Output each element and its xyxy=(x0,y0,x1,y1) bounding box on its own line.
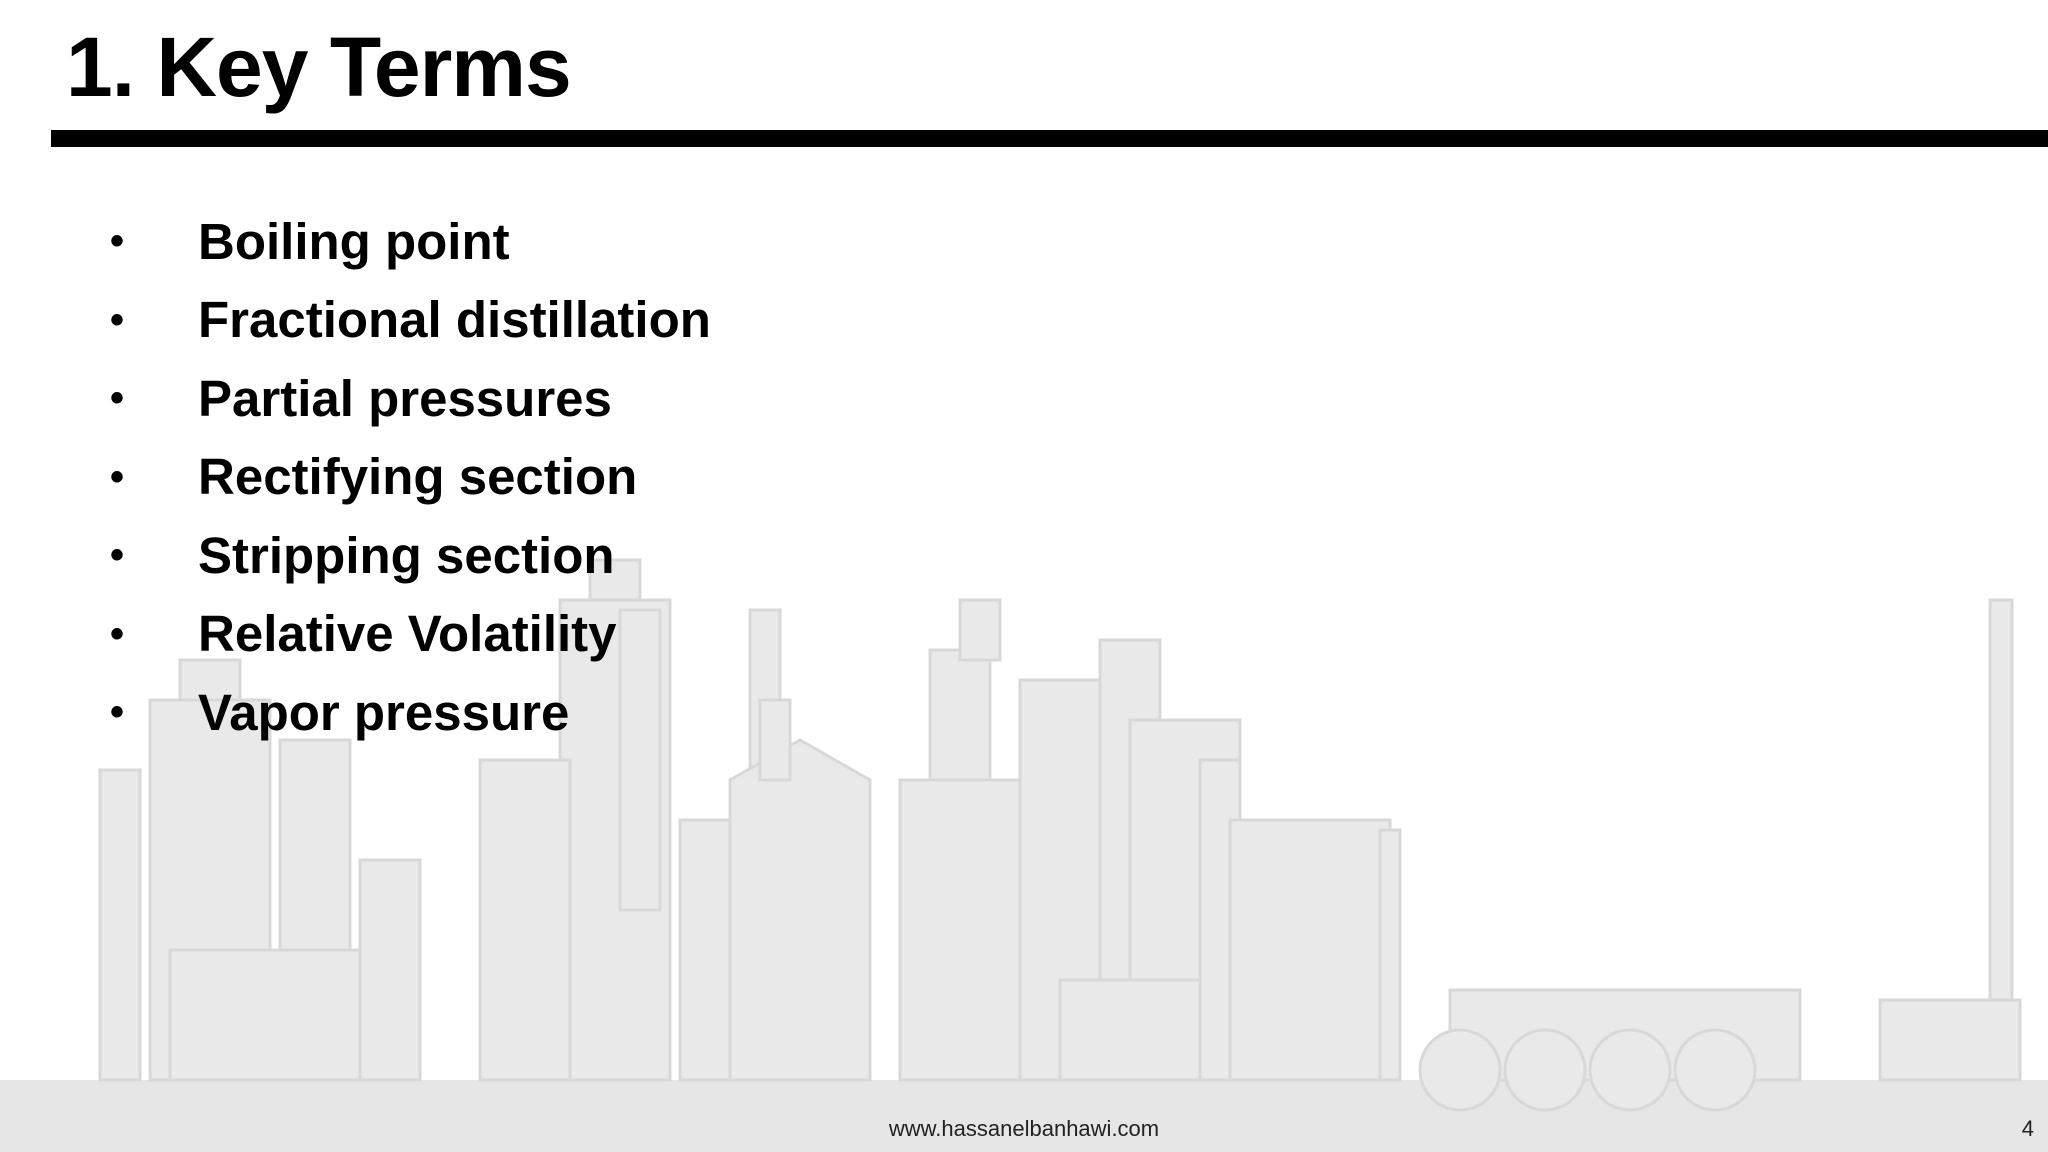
list-item xyxy=(100,595,711,674)
bullet-icon: • xyxy=(110,376,125,421)
slide-title: 1. Key Terms xyxy=(66,20,571,114)
term-rectifying-section: Rectifying section xyxy=(198,448,638,506)
list-item xyxy=(100,438,711,517)
bullet-icon: • xyxy=(110,219,125,264)
bullet-icon: • xyxy=(110,454,125,499)
key-terms-list xyxy=(100,202,711,752)
term-vapor-pressure: Vapor pressure xyxy=(198,683,570,741)
list-item xyxy=(100,359,711,438)
title-underline-rule xyxy=(51,130,2048,147)
list-item xyxy=(100,281,711,360)
term-relative-volatility: Relative Volatility xyxy=(198,605,617,663)
page-number: 4 xyxy=(2021,1116,2034,1141)
list-item xyxy=(100,673,711,752)
list-item xyxy=(100,202,711,281)
footer-website-url: www.hassanelbanhawi.com xyxy=(888,1116,1160,1141)
bullet-icon: • xyxy=(110,533,125,578)
bullet-icon: • xyxy=(110,690,125,735)
term-stripping-section: Stripping section xyxy=(198,526,615,584)
term-partial-pressures: Partial pressures xyxy=(198,369,612,427)
term-fractional-distillation: Fractional distillation xyxy=(198,291,711,349)
list-item xyxy=(100,516,711,595)
bullet-icon: • xyxy=(110,297,125,342)
bullet-icon: • xyxy=(110,611,125,656)
term-boiling-point: Boiling point xyxy=(198,212,510,270)
